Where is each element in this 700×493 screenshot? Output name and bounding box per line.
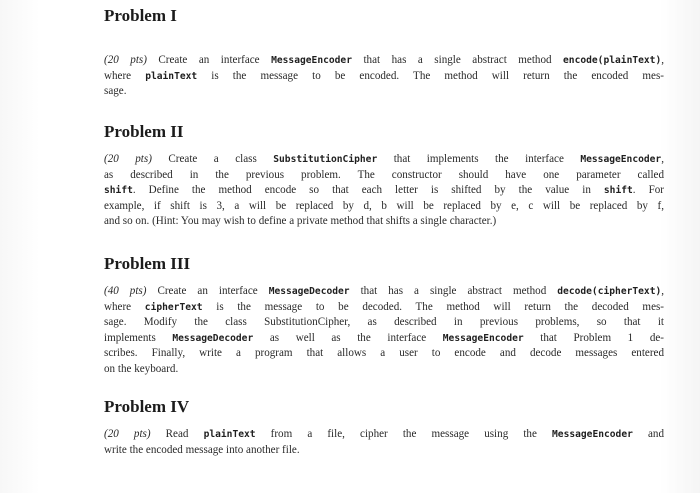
text-segment: that has a single abstract method (349, 285, 558, 297)
text-line (104, 84, 664, 100)
text-line (104, 331, 664, 347)
code-identifier: plainText (145, 70, 198, 82)
text-line (104, 183, 664, 199)
text-segment: example, if shift is 3, a will be replaced by d, b will be replaced by e, c will be replaced by f, (104, 199, 664, 212)
text-segment: from a file, cipher the message using the (255, 428, 553, 440)
code-identifier: MessageDecoder (172, 332, 254, 344)
problem-2-body (104, 152, 664, 230)
text-line (104, 284, 664, 300)
text-line (104, 346, 664, 362)
code-identifier: shift (603, 185, 633, 197)
text-line (104, 362, 664, 378)
text-segment: is the message to be decoded. The method will return the decoded mes- (202, 300, 664, 313)
text-segment: . For (632, 184, 664, 197)
text-segment: sage. (104, 85, 127, 98)
problem-1-title: Problem I (104, 6, 177, 25)
text-line (104, 199, 664, 215)
points-label: (20 pts) (104, 428, 151, 440)
text-line (104, 427, 664, 443)
text-line (104, 152, 664, 168)
text-segment: write the encoded message into another file. (104, 443, 300, 456)
text-segment: where (104, 69, 146, 82)
points-label: (40 pts) (104, 285, 147, 297)
code-identifier: MessageDecoder (268, 286, 350, 297)
text-line (104, 214, 664, 230)
code-identifier: encode(plainText) (563, 55, 662, 66)
code-identifier: MessageEncoder (552, 429, 633, 440)
text-line (104, 300, 664, 316)
problem-3-body (104, 284, 664, 378)
text-segment: is the message to be encoded. The method will return the encoded mes- (197, 69, 664, 82)
code-identifier: MessageEncoder (442, 332, 524, 344)
text-segment: Create an interface (146, 54, 272, 66)
text-segment: and so on. (Hint: You may wish to define a private method that shifts a single character.) (104, 215, 497, 228)
text-line (104, 53, 664, 69)
text-segment: Create an interface (146, 285, 269, 297)
text-line (104, 168, 664, 184)
code-identifier: SubstitutionCipher (273, 154, 378, 165)
text-line (104, 315, 664, 331)
code-identifier: MessageEncoder (271, 55, 352, 66)
problem-2-title: Problem II (104, 122, 184, 141)
text-segment: as described in the previous problem. The constructor should have one parameter called (104, 168, 664, 181)
code-identifier: MessageEncoder (580, 154, 662, 165)
text-segment: scribes. Finally, write a program that allows a user to encode and decode messages entered (104, 347, 664, 360)
text-segment: , (661, 153, 664, 165)
text-segment: that has a single abstract method (351, 54, 564, 66)
text-segment: . Define the method encode so that each letter is shifted by the value in (132, 184, 604, 197)
text-line (104, 443, 664, 459)
text-line (104, 69, 664, 85)
text-segment: implements (104, 331, 173, 344)
text-segment: that Problem 1 de- (523, 331, 664, 344)
text-segment: Create a class (151, 153, 274, 165)
problem-1-body (104, 53, 664, 100)
text-segment: on the keyboard. (104, 362, 179, 375)
points-label: (20 pts) (104, 54, 147, 66)
text-segment: where (104, 300, 145, 313)
text-segment: that implements the interface (377, 153, 581, 165)
problem-3-title: Problem III (104, 254, 191, 273)
code-identifier: decode(cipherText) (557, 286, 662, 297)
text-segment: Read (150, 428, 204, 440)
points-label: (20 pts) (104, 153, 152, 165)
text-segment: sage. Modify the class SubstitutionCipher, as described in previous problems, so that it (104, 316, 664, 329)
text-segment: , (661, 285, 665, 297)
code-identifier: shift (104, 185, 133, 197)
text-segment: , (661, 54, 665, 66)
code-identifier: plainText (203, 429, 256, 440)
problem-4-title: Problem IV (104, 397, 190, 416)
problem-4-body (104, 427, 664, 458)
text-segment: and (632, 428, 665, 440)
code-identifier: cipherText (144, 301, 203, 313)
text-segment: as well as the interface (253, 331, 443, 344)
